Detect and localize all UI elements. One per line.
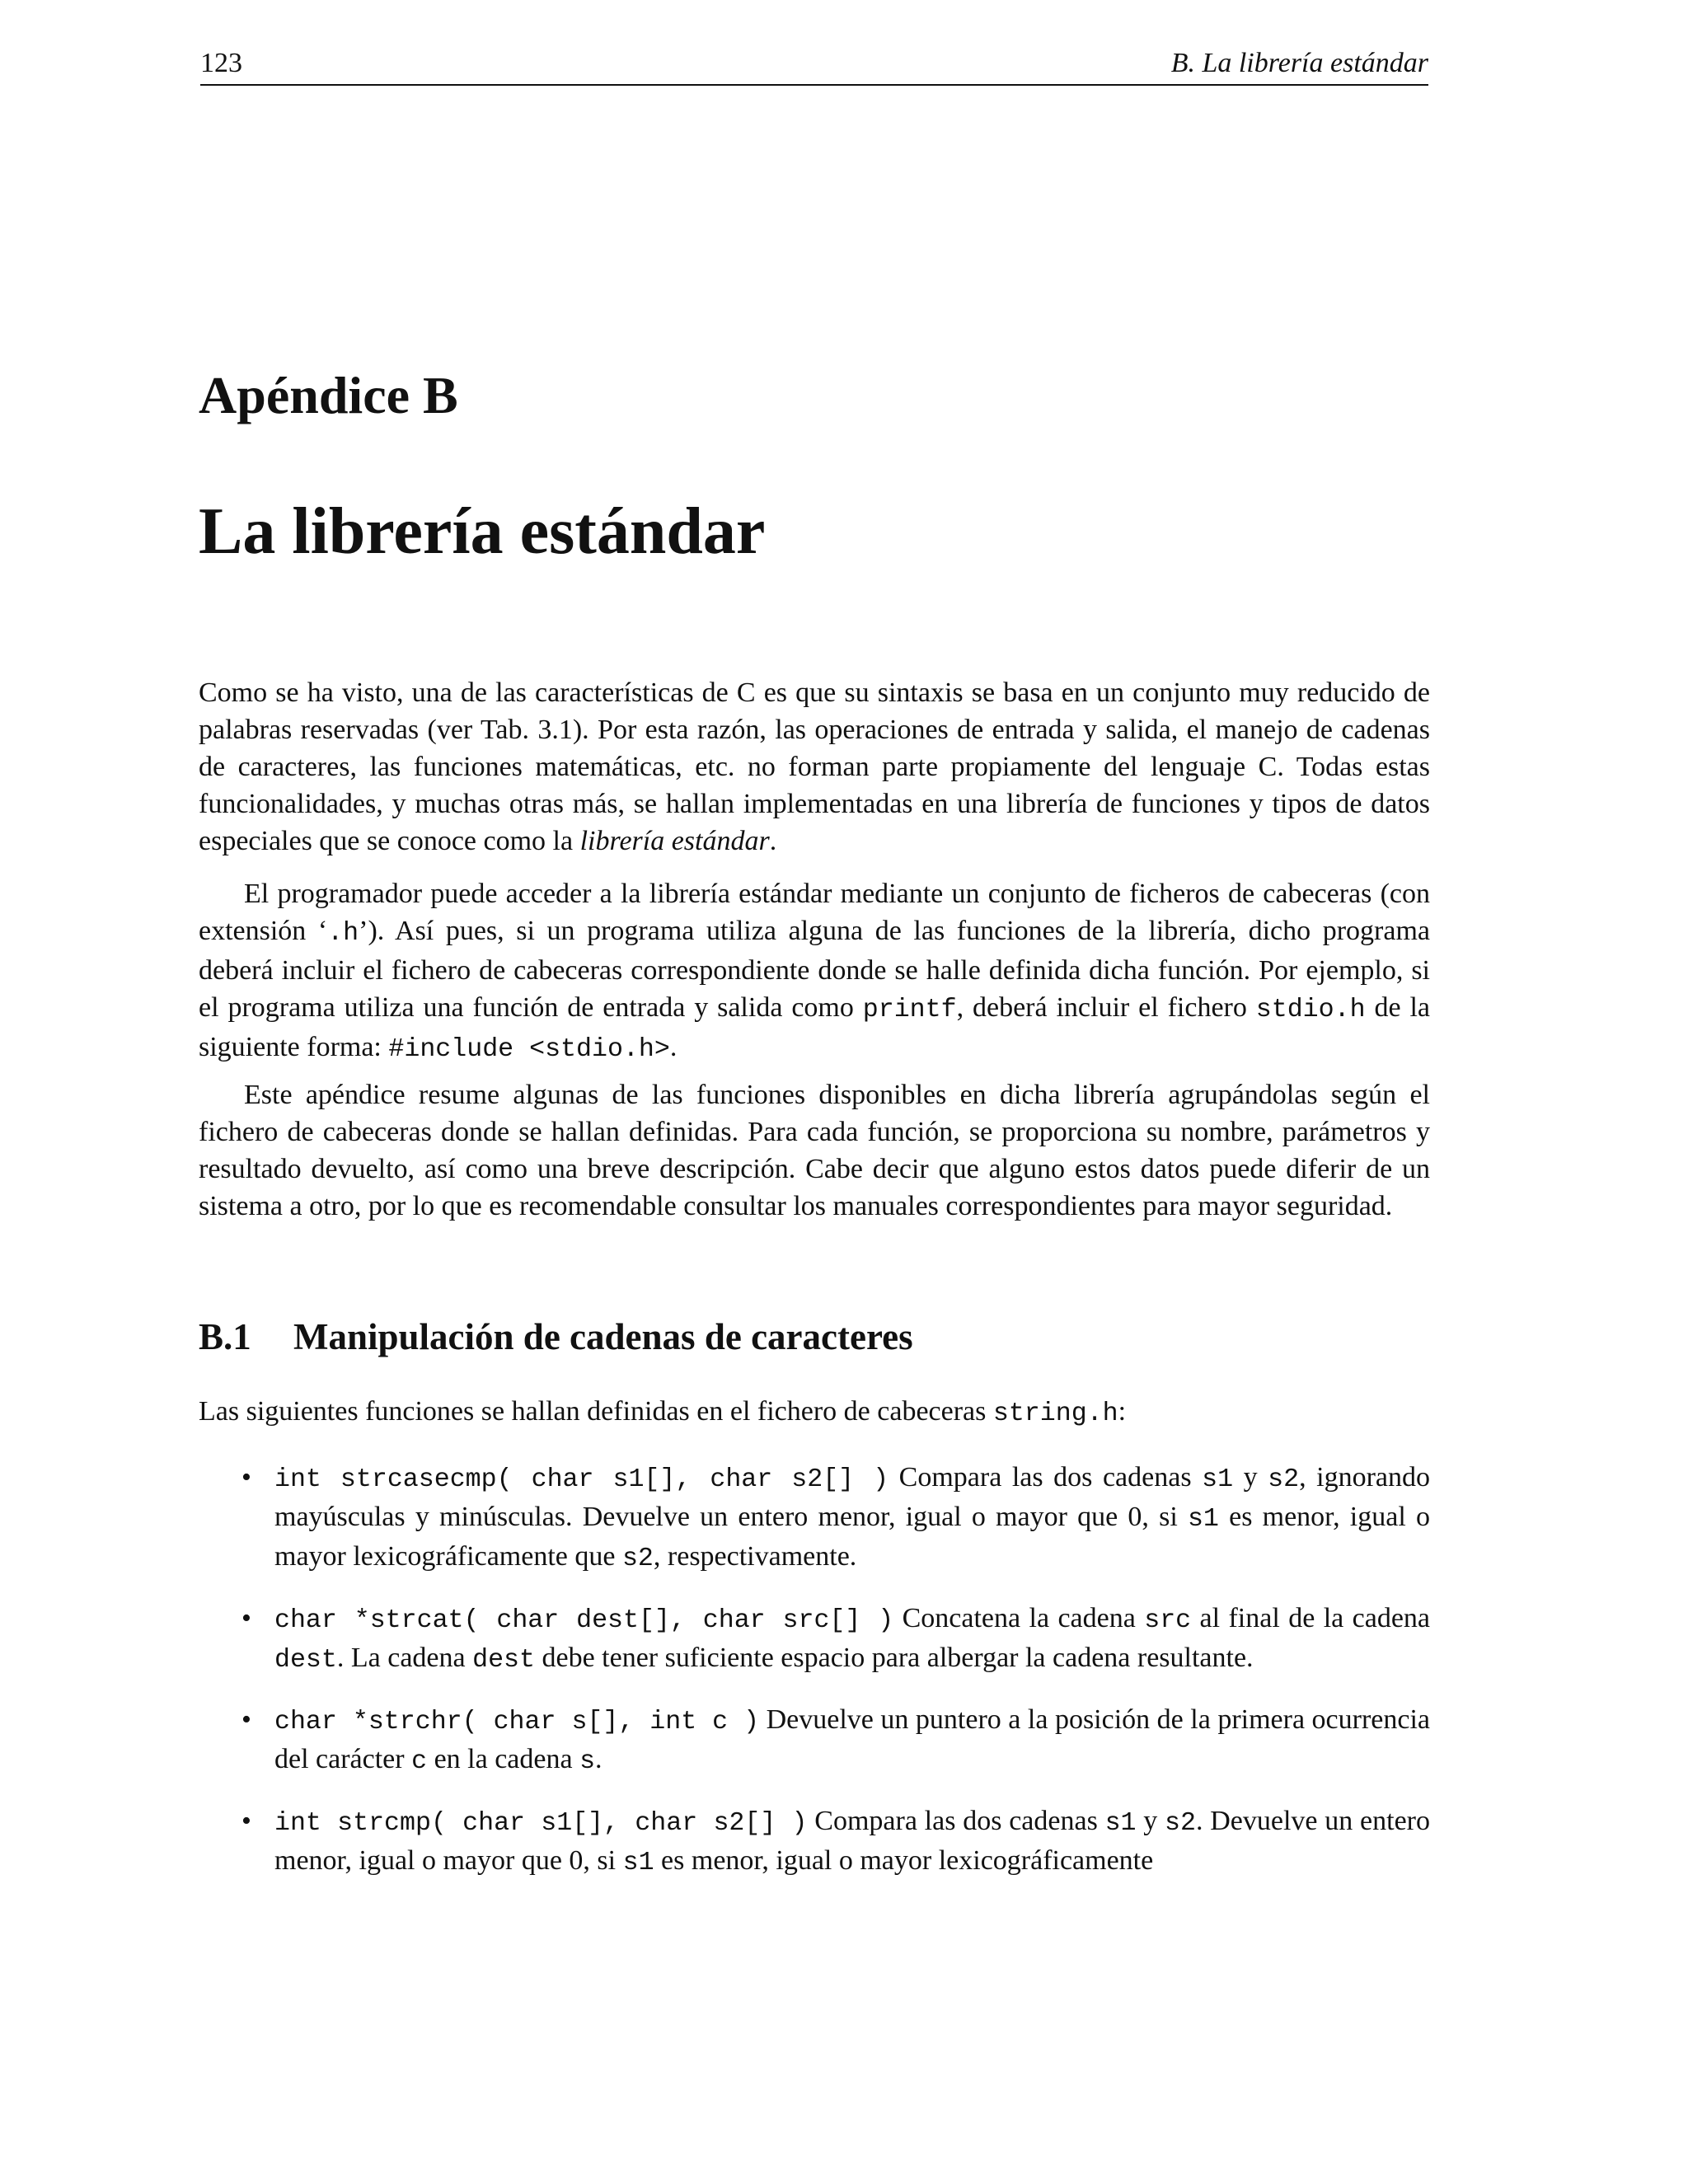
intro-p2-d: de la siguiente forma: [199,992,1430,1062]
page-number: 123 [200,48,242,78]
function-description: Devuelve un puntero a la posición de la primera ocurrencia del carácter [274,1704,1431,1774]
intro-paragraph-2 [199,875,1430,1068]
code-token: s1 [1104,1809,1137,1838]
list-item [199,1459,1430,1577]
function-description: , ignorando mayúsculas y minúsculas. Devuelve un entero menor, igual o mayor que 0, si [274,1462,1431,1532]
code-token: dest [472,1646,535,1675]
code-token: s2 [1268,1465,1300,1494]
bullet-icon: • [241,1462,251,1493]
appendix-label: Apéndice B [199,366,458,424]
function-signature: int strcmp( char s1[], char s2[] ) [274,1809,808,1838]
function-signature: char *strcat( char dest[], char src[] ) [274,1606,894,1635]
code-string-h: string.h [992,1399,1118,1428]
code-printf: printf [862,996,957,1024]
function-list [199,1459,1430,1904]
code-token: s1 [1202,1465,1234,1494]
section-intro [199,1393,1430,1432]
code-token: dest [274,1646,337,1675]
code-token: s1 [1187,1505,1219,1534]
appendix-title: La librería estándar [199,495,766,568]
code-token: s2 [1165,1809,1196,1838]
intro-p2-end: . [669,1032,678,1062]
function-description: Compara las dos cadenas [807,1806,1105,1836]
function-signature: char *strchr( char s[], int c ) [274,1708,760,1736]
function-description: es menor, igual o mayor lexicográficamente [654,1845,1154,1876]
intro-p2-c: , deberá incluir el fichero [956,992,1256,1023]
function-signature: int strcasecmp( char s1[], char s2[] ) [274,1465,889,1494]
code-token: s1 [622,1849,654,1877]
function-description: Compara las dos cadenas [889,1462,1203,1493]
code-token: s2 [621,1544,654,1573]
running-title: B. La librería estándar [1170,48,1428,78]
list-item [199,1600,1430,1679]
bullet-icon: • [241,1806,251,1836]
section-title: Manipulación de cadenas de caracteres [293,1316,913,1357]
section-intro-text: Las siguientes funciones se hallan definidas en el fichero de cabeceras [199,1396,993,1427]
function-description: y [1136,1806,1165,1836]
function-description: Concatena la cadena [893,1603,1145,1633]
page-header [200,43,1428,86]
function-description: y [1233,1462,1268,1493]
list-item [199,1701,1430,1780]
function-description: , respectivamente. [653,1541,857,1572]
list-item [199,1802,1430,1882]
intro-p1-emphasis: librería estándar [579,826,770,856]
intro-p1-text: Como se ha visto, una de las características de C es que su sintaxis se basa en un conjunto muy reducido de palabras reservadas (ver Tab. 3.1). Por esta razón, las operaciones de entrada y salida, el manejo de cadenas de caracteres, las funciones matemáticas, etc. no forman parte propiamente del lenguaje C. Todas estas funcionalidades, y muchas otras más, se hallan implementadas en una librería de funciones y tipos de datos especiales que se conoce como la [199,677,1430,856]
function-description: en la cadena [427,1744,580,1774]
function-description: . La cadena [336,1643,473,1673]
section-number: B.1 [199,1316,251,1357]
section-intro-end: : [1118,1396,1127,1427]
function-description: . Devuelve un entero menor, igual o mayor que 0, si [274,1806,1430,1876]
function-description: . [595,1744,603,1774]
function-description: al final de la cadena [1191,1603,1431,1633]
code-stdio: stdio.h [1255,996,1366,1024]
intro-paragraph-1 [199,674,1430,860]
intro-p2-a: El programador puede acceder a la librería estándar mediante un conjunto de ficheros de cabeceras (con extensión ‘ [199,879,1430,946]
code-token: s [579,1747,596,1776]
function-description: es menor, igual o mayor lexicográficamente que [274,1502,1430,1572]
intro-p2-b: ’). Así pues, si un programa utiliza alguna de las funciones de la librería, dicho programa deberá incluir el fichero de cabeceras correspondiente donde se halle definida dicha función. Por ejemplo, si el programa utiliza una función de entrada y salida como [199,916,1430,1023]
code-token: c [411,1747,428,1776]
intro-paragraph-3: Este apéndice resume algunas de las funciones disponibles en dicha librería agrupándolas según el fichero de cabeceras donde se hallan definidas. Para cada función, se proporciona su nombre, parámetros y resultado devuelto, así como una breve descripción. Cabe decir que alguno estos datos puede diferir de un sistema a otro, por lo que es recomendable consultar los manuales correspondientes para mayor seguridad. [199,1080,1430,1221]
bullet-icon: • [241,1704,251,1735]
intro-p1-end: . [769,826,777,856]
function-description: debe tener suficiente espacio para albergar la cadena resultante. [534,1643,1254,1673]
code-extension: .h [327,919,359,948]
section-heading [199,1315,913,1359]
code-token: src [1144,1606,1192,1635]
bullet-icon: • [241,1603,251,1633]
code-include: #include <stdio.h> [388,1035,670,1064]
